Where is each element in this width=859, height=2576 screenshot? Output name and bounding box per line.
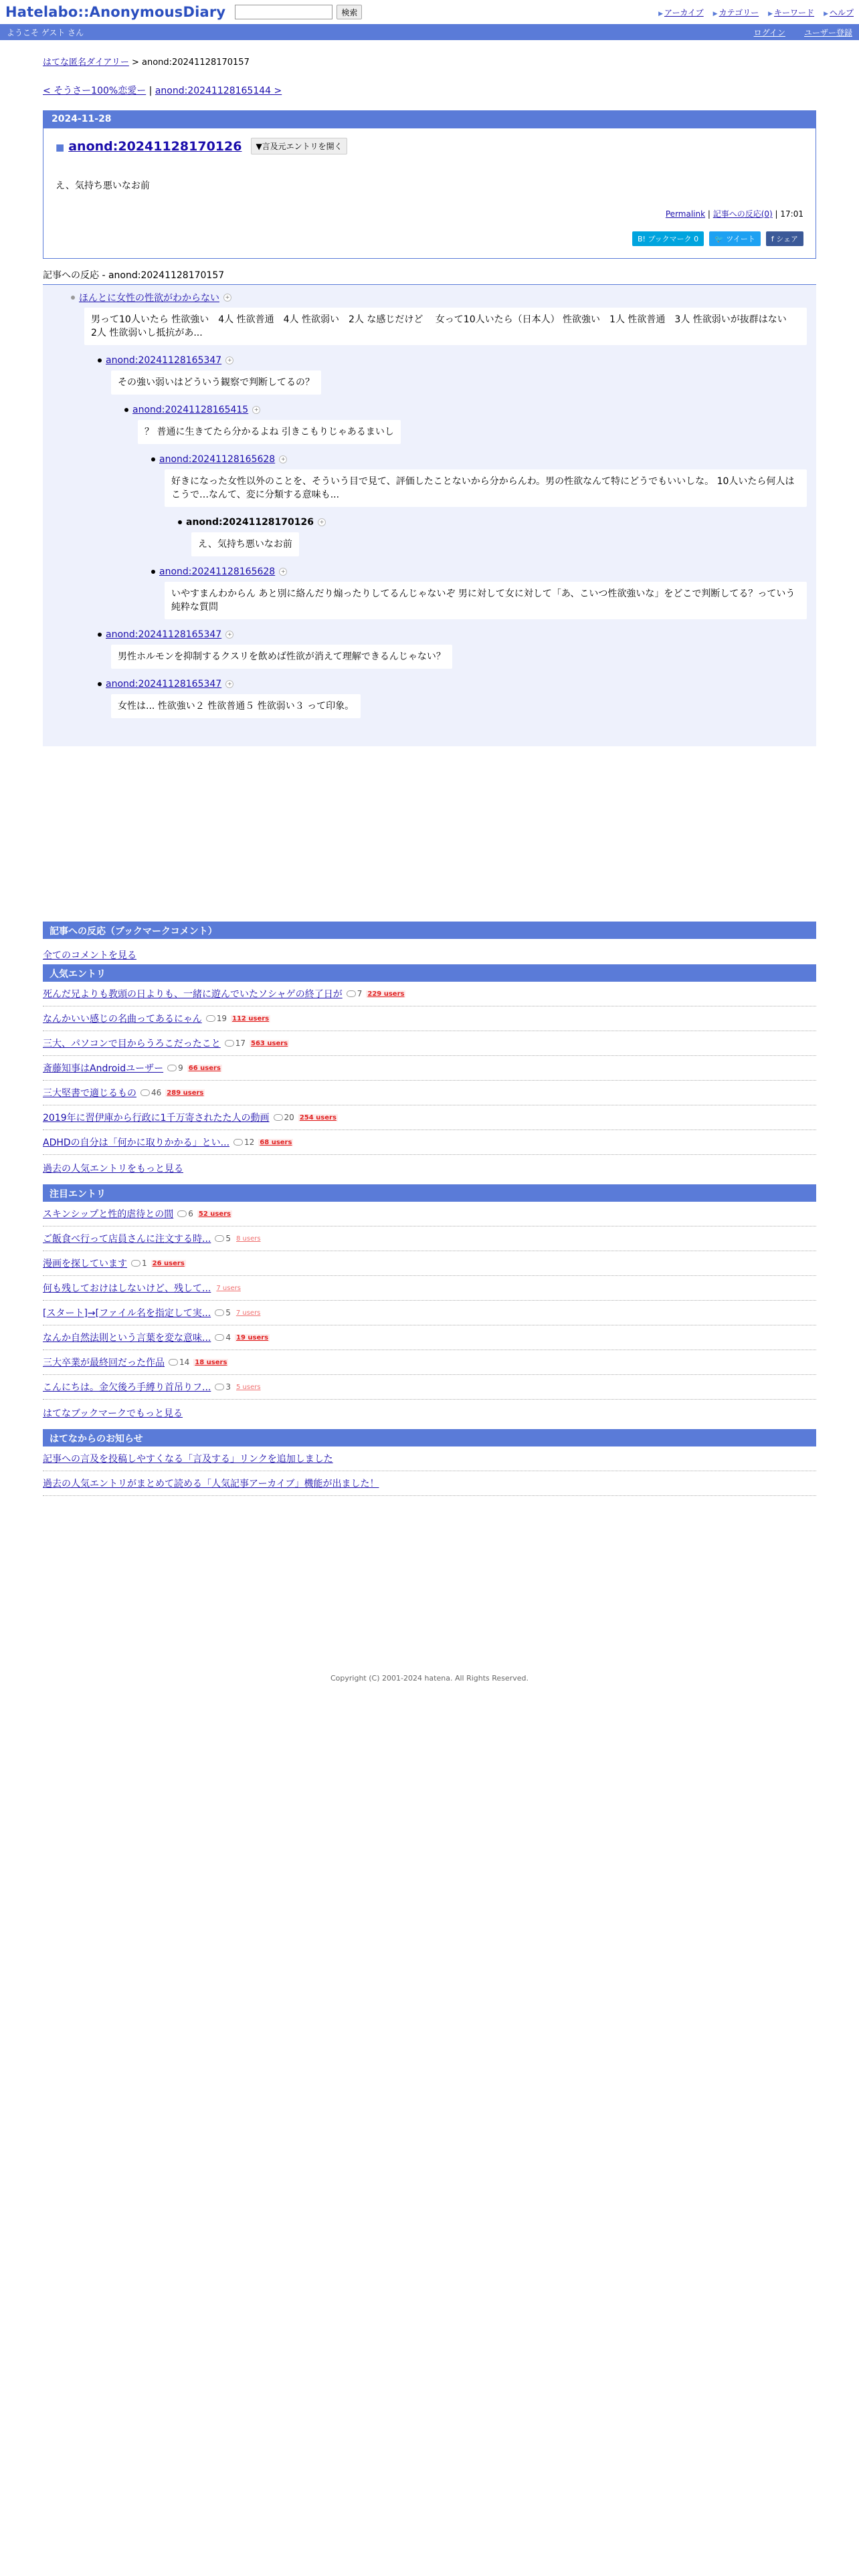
featured-item	[43, 1251, 816, 1276]
comment-count	[274, 1113, 294, 1122]
next-entry-link[interactable]: anond:20241128165144 >	[155, 86, 282, 96]
speech-bubble-icon	[215, 1384, 224, 1390]
popular-item-link[interactable]: ADHDの自分は「何かに取りかかる」とい...	[43, 1138, 230, 1148]
popular-item	[43, 1031, 816, 1056]
breadcrumb-sep: >	[128, 58, 142, 68]
featured-item-link[interactable]: [スタート]→[ファイル名を指定して実...	[43, 1308, 211, 1319]
welcome-text: ようこそ ゲスト さん	[7, 27, 84, 37]
reaction-title-row	[151, 564, 807, 579]
entry-footer: Permalink | 記事への反応(0) | 17:01	[665, 209, 803, 219]
share-buttons	[56, 231, 803, 246]
reaction-excerpt: 女性は... 性欲強い２ 性欲普通５ 性欲弱い３ って印象。	[111, 694, 361, 718]
entry-box	[43, 110, 816, 259]
comment-count	[131, 1259, 147, 1268]
breadcrumb-home[interactable]: はてな匿名ダイアリー	[43, 58, 129, 68]
reaction-excerpt: その強い弱いはどういう観察で判断してるの？	[111, 370, 321, 395]
comment-count	[347, 989, 363, 998]
main-content	[43, 40, 816, 1683]
tweet-button[interactable]	[709, 231, 761, 246]
popular-item-link[interactable]: 斎藤知事はAndroidユーザー	[43, 1063, 164, 1074]
comment-count-value: 6	[188, 1209, 193, 1218]
comment-count-value: 14	[179, 1358, 190, 1367]
notice-link[interactable]: 記事への言及を投稿しやすくなる「言及する」リンクを追加しました	[43, 1454, 333, 1465]
featured-item	[43, 1325, 816, 1350]
speech-bubble-icon	[140, 1089, 150, 1096]
popular-item	[43, 1006, 816, 1031]
comment-count-value: 17	[235, 1039, 246, 1048]
triangle-icon: ▶	[658, 10, 663, 17]
bullet-icon	[151, 457, 155, 461]
comment-count-value: 4	[225, 1333, 231, 1342]
expand-icon[interactable]: +	[225, 680, 233, 688]
comment-count	[206, 1014, 227, 1023]
comment-count-value: 20	[284, 1113, 294, 1122]
bookmark-users-badge[interactable]: 289 users	[167, 1089, 204, 1097]
notice-item[interactable]	[43, 1446, 816, 1471]
reaction-title-row	[98, 677, 807, 691]
bookmark-users-badge[interactable]: 7 users	[216, 1284, 241, 1292]
bookmark-users-badge[interactable]: 68 users	[260, 1138, 292, 1146]
reaction-node	[43, 677, 816, 726]
reaction-excerpt: いやすまんわからん あと別に絡んだり煽ったりしてるんじゃないぞ 男に対して女に対して「あ、こいつ性欲強いな」をどこで判断してる？っていう純粋な質問	[165, 582, 807, 619]
bookmark-users-badge[interactable]: 112 users	[232, 1014, 270, 1023]
speech-bubble-icon	[274, 1114, 283, 1121]
reactions-link[interactable]: 記事への反応(0)	[712, 209, 773, 219]
expand-icon[interactable]: +	[225, 356, 233, 364]
bookmark-users-badge[interactable]: 8 users	[236, 1235, 261, 1243]
speech-bubble-icon	[177, 1210, 187, 1217]
reaction-title[interactable]: anond:20241128165628	[159, 454, 276, 465]
nav-help[interactable]	[824, 7, 854, 18]
speech-bubble-icon	[215, 1309, 224, 1316]
reaction-node	[43, 564, 816, 627]
triangle-icon: ▶	[768, 10, 773, 17]
speech-bubble-icon	[131, 1260, 140, 1267]
bookmark-users-badge[interactable]: 26 users	[152, 1259, 185, 1267]
bookmark-users-badge[interactable]: 229 users	[367, 990, 405, 998]
comment-count	[215, 1333, 231, 1342]
bullet-icon	[98, 358, 102, 362]
reaction-excerpt: ？ 普通に生きてたら分かるよね 引きこもりじゃあるまいし	[138, 420, 401, 444]
comment-count	[215, 1382, 231, 1392]
twitter-icon: 🐦	[714, 235, 724, 243]
breadcrumb-current: anond:20241128170157	[142, 58, 250, 68]
comment-count-value: 1	[142, 1259, 147, 1268]
featured-item	[43, 1276, 816, 1301]
reaction-title[interactable]: anond:20241128165347	[106, 629, 222, 640]
permalink[interactable]: Permalink	[665, 209, 706, 219]
reaction-node	[43, 515, 816, 564]
bookmark-users-badge[interactable]: 66 users	[188, 1064, 221, 1072]
expand-icon[interactable]: +	[225, 631, 233, 639]
bookmark-users-badge[interactable]: 18 users	[195, 1358, 227, 1366]
reaction-title-row	[124, 403, 807, 417]
search-button[interactable]: 検索	[337, 5, 362, 19]
popular-item	[43, 982, 816, 1006]
popular-item-link[interactable]: 死んだ兄よりも教頭の日よりも、一緒に遊んでいたソシャゲの終了日が	[43, 989, 343, 1000]
reaction-node	[43, 627, 816, 677]
reaction-excerpt: 男って10人いたら 性欲強い 4人 性欲普通 4人 性欲弱い 2人 な感じだけど 女って10人いたら（日本人） 性欲強い 1人 性欲普通 3人 性欲弱いが抜群はない 2人 性欲弱いし抵抗があ...	[84, 308, 807, 345]
reaction-node	[43, 290, 816, 353]
expand-icon[interactable]: +	[279, 568, 287, 576]
speech-bubble-icon	[233, 1139, 243, 1146]
reaction-title[interactable]: ほんとに女性の性欲がわからない	[79, 293, 219, 304]
bookmark-section-title: 記事への反応（ブックマークコメント）	[43, 922, 816, 939]
reaction-tree	[43, 285, 816, 746]
popular-item-link[interactable]: なんかいい感じの名曲ってあるにゃん	[43, 1014, 202, 1025]
tweet-label: ツイート	[726, 235, 755, 243]
comment-count-value: 7	[357, 989, 363, 998]
popular-section-title: 人気エントリ	[43, 964, 816, 982]
speech-bubble-icon	[215, 1334, 224, 1341]
popular-item-link[interactable]: 2019年に習伊庫から行政に1千万寄されたた人の動画	[43, 1113, 270, 1123]
bullet-icon	[98, 682, 102, 686]
reaction-title-row	[98, 627, 807, 642]
reactions-title: 記事への反応 - anond:20241128170157	[43, 265, 816, 285]
featured-more-link[interactable]: はてなブックマークでもっと見る	[43, 1408, 183, 1419]
comment-count-value: 19	[216, 1014, 227, 1023]
reaction-title[interactable]: anond:20241128165347	[106, 355, 222, 366]
facebook-share-button[interactable]	[766, 231, 803, 246]
comment-count	[169, 1358, 189, 1367]
reaction-excerpt: 男性ホルモンを抑制するクスリを飲めば性欲が消えて理解できるんじゃない？	[111, 645, 452, 669]
bookmark-users-badge[interactable]: 254 users	[299, 1113, 337, 1121]
bullet-icon	[98, 633, 102, 637]
search-input[interactable]	[235, 5, 332, 19]
popular-item-link[interactable]: 三大堅書で適じるもの	[43, 1088, 136, 1099]
prev-next-nav	[43, 84, 816, 97]
comment-count-value: 9	[178, 1063, 183, 1073]
bookmark-users-badge[interactable]: 563 users	[251, 1039, 288, 1047]
bookmark-users-badge[interactable]: 19 users	[236, 1333, 269, 1341]
entry-body: え、気持ち悪いなお前	[56, 181, 150, 191]
nav-archive[interactable]	[658, 7, 704, 18]
bullet-icon	[71, 296, 75, 300]
all-comments-link[interactable]: 全てのコメントを見る	[43, 950, 136, 961]
entry-date: 2024-11-28	[43, 111, 816, 128]
reaction-title[interactable]: anond:20241128165347	[106, 679, 222, 689]
bullet-icon	[151, 570, 155, 574]
featured-item	[43, 1226, 816, 1251]
comment-count-value: 5	[225, 1234, 231, 1243]
bookmark-users-badge[interactable]: 52 users	[198, 1210, 231, 1218]
open-source-entry-button[interactable]: ▼言及元エントリを開く	[251, 138, 347, 154]
popular-item	[43, 1081, 816, 1105]
featured-item-link[interactable]: 漫画を探しています	[43, 1259, 127, 1269]
bullet-icon	[124, 408, 128, 412]
notice-section-title: はてなからのお知らせ	[43, 1429, 816, 1446]
popular-more-link[interactable]: 過去の人気エントリをもっと見る	[43, 1164, 183, 1174]
reaction-title[interactable]: anond:20241128165415	[132, 405, 249, 415]
reaction-node	[43, 403, 816, 452]
square-icon: ■	[56, 142, 65, 153]
login-link[interactable]: ログイン	[753, 27, 785, 37]
comment-count	[233, 1138, 254, 1147]
reaction-node	[43, 353, 816, 403]
reaction-excerpt: 好きになった女性以外のことを、そういう目で見て、評価したことないから分からんわ。男の性欲なんて特にどうでもいいしな。 10人いたら何人はこうで…なんて、変に分類する意味も...	[165, 469, 807, 507]
notice-link[interactable]: 過去の人気エントリがまとめて読める「人気記事アーカイブ」機能が出ました！	[43, 1479, 379, 1489]
top-header	[0, 0, 859, 24]
reaction-title[interactable]: anond:20241128165628	[159, 566, 276, 577]
comment-count-value: 12	[244, 1138, 255, 1147]
entry-title	[56, 139, 242, 154]
popular-item-link[interactable]: 三大、パソコンで目からうろこだったこと	[43, 1039, 221, 1049]
entry-title-link[interactable]: anond:20241128170126	[68, 138, 242, 154]
expand-icon[interactable]: +	[318, 518, 326, 526]
user-bar	[0, 24, 859, 40]
popular-list	[43, 982, 816, 1155]
comment-count	[215, 1234, 231, 1243]
reaction-title-row	[151, 452, 807, 467]
reaction-title-row	[98, 353, 807, 368]
speech-bubble-icon	[169, 1359, 178, 1366]
comment-count	[215, 1308, 231, 1317]
expand-icon[interactable]: +	[279, 455, 287, 463]
featured-item-link[interactable]: 三大卒業が最終回だった作品	[43, 1358, 165, 1368]
top-nav	[658, 7, 854, 18]
reaction-title-row	[178, 515, 807, 530]
popular-item	[43, 1056, 816, 1081]
comment-count-value: 3	[225, 1382, 231, 1392]
nav-archive-link[interactable]: アーカイブ	[664, 7, 704, 17]
comment-count	[167, 1063, 183, 1073]
speech-bubble-icon	[225, 1040, 234, 1047]
nav-help-link[interactable]: ヘルプ	[829, 7, 854, 17]
site-logo[interactable]: Hatelabo::AnonymousDiary	[5, 4, 226, 20]
notice-item[interactable]	[43, 1471, 816, 1496]
register-link[interactable]: ユーザー登録	[803, 27, 852, 37]
featured-item	[43, 1350, 816, 1375]
featured-item	[43, 1375, 816, 1400]
reaction-title-row	[71, 290, 807, 305]
entry-time: 17:01	[780, 209, 803, 219]
triangle-icon: ▶	[824, 10, 828, 17]
featured-item-link[interactable]: こんにちは。金欠後ろ手縛り首吊りフ...	[43, 1382, 211, 1393]
nav-category-link[interactable]: カテゴリー	[719, 7, 759, 17]
comment-count	[140, 1088, 161, 1097]
speech-bubble-icon	[167, 1065, 177, 1071]
ad-gap	[43, 746, 816, 922]
comment-count	[225, 1039, 246, 1048]
reaction-title: anond:20241128170126	[186, 517, 314, 528]
prevnext-sep: |	[146, 86, 155, 96]
facebook-label: シェア	[776, 235, 798, 243]
speech-bubble-icon	[215, 1235, 224, 1242]
nav-keyword-link[interactable]: キーワード	[774, 7, 815, 17]
expand-icon[interactable]: +	[223, 294, 231, 302]
featured-section-title: 注目エントリ	[43, 1184, 816, 1202]
footer-copyright: Copyright (C) 2001-2024 hatena. All Rights Reserved.	[330, 1674, 529, 1683]
popular-item	[43, 1130, 816, 1155]
bookmark-users-badge[interactable]: 5 users	[236, 1383, 261, 1391]
expand-icon[interactable]: +	[252, 406, 260, 414]
speech-bubble-icon	[347, 990, 356, 997]
bullet-icon	[178, 520, 182, 524]
featured-item-link[interactable]: 何も残しておけはしないけど、残して...	[43, 1283, 211, 1294]
speech-bubble-icon	[206, 1015, 215, 1022]
prev-entry-link[interactable]: < そうさー100%恋愛ー	[43, 86, 147, 96]
reaction-node	[43, 452, 816, 515]
popular-item	[43, 1105, 816, 1130]
comment-count-value: 46	[151, 1088, 162, 1097]
triangle-icon: ▶	[712, 10, 718, 17]
comment-count	[177, 1209, 193, 1218]
featured-item-link[interactable]: なんか自然法則という言葉を変な意味...	[43, 1333, 211, 1344]
bookmark-users-badge[interactable]: 7 users	[235, 1309, 261, 1317]
featured-list	[43, 1202, 816, 1400]
hatena-bookmark-button[interactable]: B! ブックマーク 0	[632, 231, 704, 246]
featured-item-link[interactable]: スキンシップと性的虐待との間	[43, 1209, 174, 1220]
nav-keyword[interactable]	[768, 7, 814, 18]
comment-count-value: 5	[225, 1308, 231, 1317]
featured-item-link[interactable]: ご飯食べ行って店員さんに注文する時...	[43, 1234, 211, 1245]
nav-category[interactable]	[713, 7, 759, 18]
featured-item	[43, 1301, 816, 1325]
breadcrumb	[43, 55, 816, 68]
facebook-icon: f	[771, 235, 774, 243]
featured-item	[43, 1202, 816, 1226]
reaction-excerpt: え、気持ち悪いなお前	[191, 532, 299, 556]
